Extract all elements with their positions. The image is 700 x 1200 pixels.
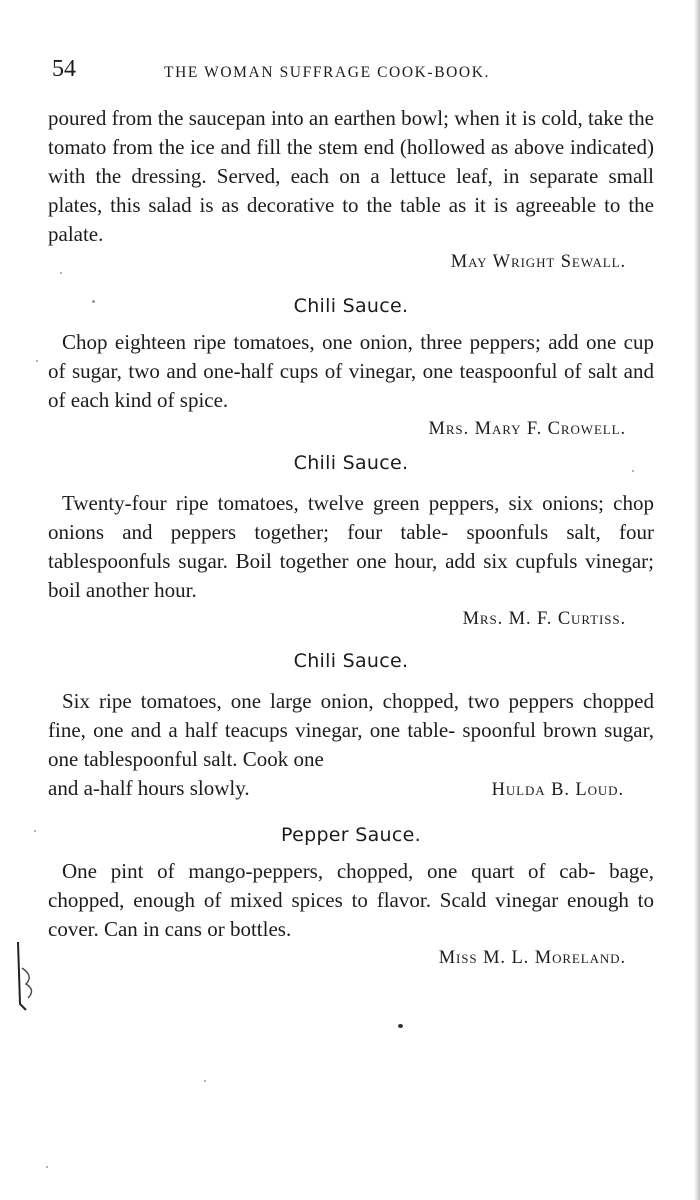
recipe-text: [48, 328, 654, 415]
page-body: [48, 104, 654, 972]
text-line: Twenty-four ripe tomatoes, twelve green peppers, six: [62, 491, 543, 515]
text-line: Six ripe tomatoes, one large onion, chopped, two peppers: [62, 689, 583, 713]
recipe-continuation: [48, 104, 654, 276]
text-line: Chop eighteen ripe tomatoes, one onion, three peppers;: [62, 330, 549, 354]
scan-speck: [398, 1024, 403, 1028]
recipe-author: Hulda B. Loud.: [491, 780, 624, 800]
text-line: vinegar enough to cover. Can in cans or bottles.: [48, 888, 654, 941]
margin-pencil-mark: [8, 938, 48, 1012]
scan-speck: [36, 360, 38, 362]
scan-speck: [632, 470, 634, 472]
scan-speck: [60, 272, 62, 274]
recipe-author: Mrs. M. F. Curtiss.: [462, 609, 626, 629]
recipe-pepper-sauce: [48, 821, 654, 972]
recipe-closing-line: [48, 774, 654, 805]
recipe-chili-sauce-1: [48, 292, 654, 443]
recipe-author: Mrs. Mary F. Crowell.: [428, 419, 626, 439]
recipe-author: May Wright Sewall.: [450, 252, 626, 272]
page-number: 54: [52, 56, 76, 82]
text-line: One pint of mango-peppers, chopped, one quart of cab-: [62, 859, 610, 883]
running-head: [52, 56, 642, 86]
recipe-text: [48, 104, 654, 249]
text-line: spoonfuls salt, four tablespoonfuls sugar. Boil together one: [48, 520, 654, 573]
running-title: THE WOMAN SUFFRAGE COOK-BOOK.: [164, 64, 490, 81]
text-line: bage, chopped, enough of mixed spices to flavor. Scald: [48, 859, 654, 912]
page-edge-shadow: [694, 0, 700, 1200]
text-line: poured from the saucepan into an earthen bowl; when it is: [48, 106, 542, 130]
text-line: (hollowed as above indicated) with the dressing. Served,: [48, 135, 654, 188]
text-line: each on a lettuce leaf, in separate small plates, this salad is: [48, 164, 655, 217]
recipe-chili-sauce-2: [48, 449, 654, 633]
scan-speck: [34, 830, 36, 832]
text-line: spoonful brown sugar, one tablespoonful salt. Cook one: [48, 718, 654, 771]
text-line: and a-half hours slowly.: [48, 776, 250, 800]
recipe-text: [48, 687, 654, 774]
recipe-chili-sauce-3: [48, 647, 654, 805]
text-line: onions; chop onions and peppers together; four table-: [48, 491, 654, 544]
recipe-heading: Chili Sauce.: [293, 452, 409, 474]
recipe-heading: Chili Sauce.: [293, 650, 409, 672]
scan-speck: [46, 1166, 48, 1168]
text-line: as decorative to the table as it is agreeable to the palate.: [48, 193, 654, 246]
text-line: hour, add six cupfuls vinegar; boil another hour.: [48, 549, 654, 602]
scan-speck: [204, 1080, 206, 1082]
recipe-author: Miss M. L. Moreland.: [438, 948, 626, 968]
recipe-heading: Chili Sauce.: [293, 295, 409, 317]
recipe-text: [48, 857, 654, 944]
recipe-heading: Pepper Sauce.: [281, 824, 421, 846]
text-line: cold, take the tomato from the ice and fill the stem end: [48, 106, 654, 159]
scan-speck: [92, 300, 95, 303]
recipe-text: [48, 489, 654, 605]
text-line: chopped fine, one and a half teacups vinegar, one table-: [48, 689, 654, 742]
text-line: add one cup of sugar, two and one-half cups of vinegar,: [48, 330, 654, 383]
text-line: one teaspoonful of salt and of each kind of spice.: [48, 359, 654, 412]
